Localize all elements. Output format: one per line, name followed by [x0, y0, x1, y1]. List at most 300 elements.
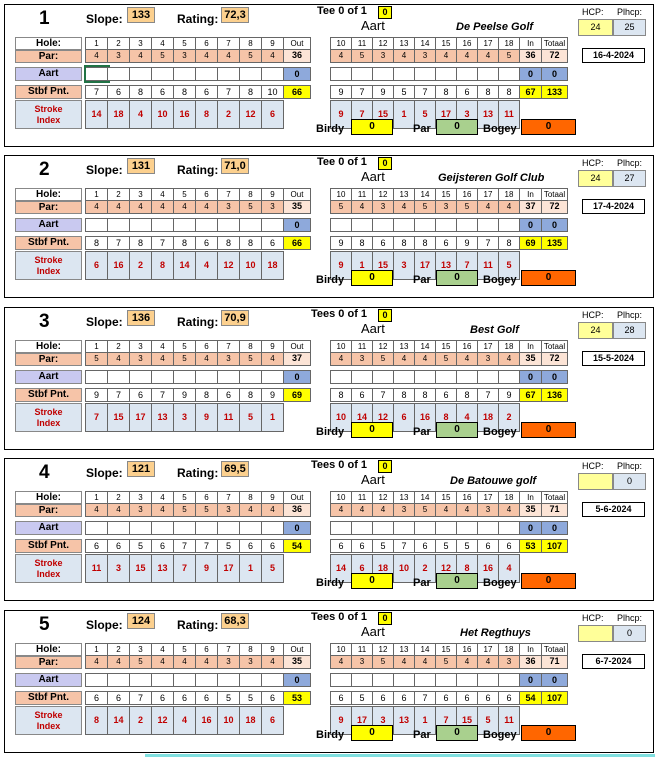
card-number: 3 — [39, 311, 50, 332]
front-score-input-cell[interactable] — [152, 218, 174, 232]
bogey-label: Bogey — [483, 274, 517, 286]
back-score-input-cell[interactable] — [331, 370, 352, 384]
front-hole-numbers-cell: 3 — [130, 188, 152, 201]
par-count-label: Par — [413, 729, 431, 741]
front-hole-numbers-cell: 5 — [174, 37, 196, 50]
front-stableford-cell: 8 — [174, 85, 196, 99]
front-score-input-cell[interactable] — [240, 521, 262, 535]
back-stableford-cell: 8 — [499, 85, 520, 99]
back-stroke-index-cell: 7 — [436, 706, 457, 735]
back-stableford-cell: 9 — [331, 85, 352, 99]
back-stroke-index-cell: 7 — [352, 100, 373, 129]
round-date[interactable]: 16-4-2024 — [582, 48, 645, 63]
back-score-input-cell[interactable] — [478, 67, 499, 81]
front-score-input-cell[interactable] — [108, 218, 130, 232]
front-par-cell: 3 — [130, 504, 152, 517]
back-stableford-cell: 6 — [415, 539, 436, 553]
front-score-input-cell[interactable] — [108, 67, 130, 81]
front-score-input-cell[interactable] — [86, 370, 108, 384]
back-hole-numbers-cell: In — [520, 340, 542, 353]
back-par-cell: 35 — [520, 504, 542, 517]
front-score-input-cell[interactable] — [108, 673, 130, 687]
hcp-label: HCP: — [582, 7, 604, 17]
front-hole-numbers — [85, 37, 311, 50]
front-par-cell: 4 — [108, 504, 130, 517]
front-stroke-index-cell: 12 — [240, 100, 262, 129]
stroke-label-line2: Index — [36, 569, 61, 579]
front-stroke-index-cell: 16 — [174, 100, 196, 129]
front-score-input-cell[interactable] — [130, 673, 152, 687]
front-stableford-cell: 10 — [262, 85, 284, 99]
back-score-input-cell[interactable]: 0 — [520, 370, 542, 384]
back-score-input-cell[interactable] — [394, 218, 415, 232]
stableford-row-label: Stbf Pnt. — [15, 539, 82, 553]
back-hole-numbers-cell: Totaal — [542, 188, 568, 201]
back-par-cell: 5 — [457, 201, 478, 214]
back-stroke-index-cell: 6 — [352, 554, 373, 583]
back-stableford-cell: 53 — [520, 539, 542, 553]
back-stableford-cell: 136 — [542, 388, 568, 402]
back-par-cell: 4 — [478, 656, 499, 669]
slope-value[interactable]: 136 — [127, 310, 155, 326]
back-score-input-cell[interactable] — [436, 67, 457, 81]
back-score-input-cell[interactable] — [436, 218, 457, 232]
back-stableford-cell: 6 — [457, 85, 478, 99]
back-score-input-cell[interactable] — [373, 218, 394, 232]
plhcp-label: Plhcp: — [617, 7, 643, 17]
back-score-input-cell[interactable] — [415, 218, 436, 232]
birdy-label: Birdy — [316, 274, 345, 286]
front-score-input-cell[interactable] — [86, 521, 108, 535]
front-hole-numbers-cell: 5 — [174, 188, 196, 201]
back-score-input-cell[interactable] — [331, 67, 352, 81]
front-score-input-cell[interactable] — [196, 673, 218, 687]
back-par-cell: 3 — [352, 656, 373, 669]
front-score-input-cell[interactable] — [218, 67, 240, 81]
hcp-value[interactable] — [578, 473, 613, 490]
hcp-label: HCP: — [582, 461, 604, 471]
back-score-input-cell[interactable] — [394, 370, 415, 384]
front-stableford-cell: 66 — [284, 236, 311, 250]
front-par-cell: 4 — [108, 656, 130, 669]
back-stableford-cell: 9 — [373, 85, 394, 99]
back-par — [330, 353, 568, 366]
back-score-input-cell[interactable] — [352, 370, 373, 384]
front-par — [85, 201, 311, 214]
back-stroke-index-cell: 12 — [373, 403, 394, 432]
front-par-cell: 4 — [130, 50, 152, 63]
front-score-input-cell[interactable] — [174, 370, 196, 384]
front-score-input-cell[interactable] — [218, 673, 240, 687]
back-par-cell: 5 — [499, 50, 520, 63]
front-stableford-cell: 6 — [262, 236, 284, 250]
front-hole-numbers-cell: 1 — [86, 491, 108, 504]
front-score-input-cell[interactable]: 0 — [284, 370, 311, 384]
back-stableford — [330, 691, 568, 705]
hole-row-label: Hole: — [15, 340, 82, 353]
front-par-cell: 35 — [284, 656, 311, 669]
back-score-input-cell[interactable] — [331, 521, 352, 535]
back-par-cell: 3 — [394, 504, 415, 517]
hcp-label: HCP: — [582, 158, 604, 168]
back-stableford-cell: 107 — [542, 539, 568, 553]
back-par-cell: 37 — [520, 201, 542, 214]
back-par-cell: 36 — [520, 656, 542, 669]
back-score-input-cell[interactable]: 0 — [520, 218, 542, 232]
front-hole-numbers-cell: 3 — [130, 643, 152, 656]
front-score-input-cell[interactable] — [262, 67, 284, 81]
front-stroke-index-cell: 8 — [152, 251, 174, 280]
hcp-value[interactable]: 24 — [578, 322, 613, 339]
back-par-cell: 3 — [478, 504, 499, 517]
front-score-input-cell[interactable] — [240, 673, 262, 687]
front-stroke-index-cell: 10 — [152, 100, 174, 129]
back-stableford-cell: 67 — [520, 85, 542, 99]
slope-label: Slope: — [86, 163, 123, 177]
front-stroke-index — [85, 100, 311, 129]
front-hole-numbers-cell: 3 — [130, 340, 152, 353]
front-score-input-cell[interactable] — [218, 218, 240, 232]
front-score-input-cell[interactable] — [196, 521, 218, 535]
bogey-label: Bogey — [483, 729, 517, 741]
front-par-cell: 5 — [174, 504, 196, 517]
slope-value[interactable]: 133 — [127, 7, 155, 23]
back-score-input-cell[interactable] — [373, 67, 394, 81]
back-par-cell: 3 — [352, 353, 373, 366]
front-score-input-cell[interactable] — [262, 370, 284, 384]
back-par-cell: 4 — [331, 656, 352, 669]
back-par-cell: 5 — [415, 201, 436, 214]
front-score-input-cell[interactable] — [130, 521, 152, 535]
front-score-input-cell[interactable]: 0 — [284, 673, 311, 687]
bogey-count: 0 — [521, 725, 576, 741]
scorecard — [4, 155, 654, 298]
back-stableford-cell: 6 — [352, 539, 373, 553]
player-name: Aart — [361, 169, 385, 184]
front-score-input-cell[interactable] — [86, 67, 108, 81]
front-score-input-cell[interactable]: 0 — [284, 218, 311, 232]
par-row-label: Par: — [15, 504, 82, 517]
back-score-input-cell[interactable] — [415, 370, 436, 384]
rating-value[interactable]: 72,3 — [221, 7, 249, 23]
front-score-input-cell[interactable] — [174, 218, 196, 232]
course-name: Geijsteren Golf Club — [438, 172, 545, 184]
back-score-input-cell[interactable] — [457, 673, 478, 687]
back-stroke-index-cell: 11 — [499, 706, 520, 735]
rating-value[interactable]: 68,3 — [221, 613, 249, 629]
front-stableford-cell: 6 — [86, 691, 108, 705]
rating-value[interactable]: 71,0 — [221, 158, 249, 174]
front-par-cell: 4 — [152, 201, 174, 214]
back-score-input-cell[interactable] — [499, 521, 520, 535]
back-stableford-cell: 6 — [352, 388, 373, 402]
back-stroke-index-cell: 3 — [457, 100, 478, 129]
tee-value[interactable]: 0 — [378, 6, 392, 19]
front-hole-numbers-cell: 9 — [262, 188, 284, 201]
tee-label: Tees 0 of 1 — [311, 308, 368, 320]
front-score-input-cell[interactable] — [196, 67, 218, 81]
back-stableford — [330, 85, 568, 99]
back-score-input-cell[interactable]: 0 — [520, 67, 542, 81]
front-par-cell: 5 — [174, 353, 196, 366]
tee-label: Tees 0 of 1 — [311, 611, 368, 623]
front-par-cell: 3 — [218, 353, 240, 366]
back-par-cell: 5 — [331, 201, 352, 214]
back-stroke-index-cell: 13 — [436, 251, 457, 280]
back-stableford-cell: 135 — [542, 236, 568, 250]
back-score-input-cell[interactable] — [415, 521, 436, 535]
front-score-input-cell[interactable] — [152, 521, 174, 535]
plhcp-value: 25 — [613, 19, 646, 36]
back-hole-numbers-cell: 17 — [478, 643, 499, 656]
back-score-input-cell[interactable]: 0 — [542, 673, 568, 687]
front-hole-numbers-cell: 4 — [152, 188, 174, 201]
front-score-input-cell[interactable] — [196, 218, 218, 232]
front-score-input-cell[interactable] — [174, 673, 196, 687]
front-stroke-index-cell: 5 — [262, 554, 284, 583]
back-par-cell: 4 — [478, 201, 499, 214]
back-stableford-cell: 6 — [478, 539, 499, 553]
front-stableford-cell: 8 — [240, 236, 262, 250]
front-score-input-cell[interactable] — [240, 370, 262, 384]
front-score-input-cell[interactable] — [218, 370, 240, 384]
back-hole-numbers-cell: 13 — [394, 643, 415, 656]
back-par-cell: 5 — [352, 50, 373, 63]
back-score-input-cell[interactable] — [415, 673, 436, 687]
front-score-input-cell[interactable] — [86, 673, 108, 687]
back-stableford-cell: 9 — [457, 236, 478, 250]
back-stroke-index-cell: 9 — [331, 706, 352, 735]
back-stroke-index-cell: 18 — [373, 554, 394, 583]
slope-value[interactable]: 121 — [127, 461, 155, 477]
back-score-input-cell[interactable] — [352, 67, 373, 81]
back-hole-numbers-cell: 12 — [373, 188, 394, 201]
back-stableford-cell: 6 — [373, 236, 394, 250]
bogey-label: Bogey — [483, 426, 517, 438]
back-hole-numbers-cell: 12 — [373, 491, 394, 504]
back-score-input-cell[interactable] — [331, 673, 352, 687]
back-stroke-index-cell: 5 — [499, 251, 520, 280]
hcp-value[interactable]: 24 — [578, 170, 613, 187]
tee-value[interactable]: 0 — [378, 612, 392, 625]
back-stableford-cell: 6 — [331, 691, 352, 705]
back-score-input-cell[interactable] — [499, 370, 520, 384]
back-score-input-cell[interactable]: 0 — [542, 67, 568, 81]
front-score-input — [85, 673, 311, 687]
round-date[interactable]: 6-7-2024 — [582, 654, 645, 669]
front-stroke-index-cell: 17 — [130, 403, 152, 432]
back-score-input-cell[interactable] — [394, 67, 415, 81]
front-score-input-cell[interactable] — [108, 370, 130, 384]
stableford-row-label: Stbf Pnt. — [15, 691, 82, 705]
front-score-input-cell[interactable]: 0 — [284, 521, 311, 535]
back-stableford-cell: 7 — [478, 236, 499, 250]
back-stroke-index-cell: 6 — [394, 403, 415, 432]
round-date[interactable]: 17-4-2024 — [582, 199, 645, 214]
front-hole-numbers-cell: 1 — [86, 188, 108, 201]
back-score-input-cell[interactable] — [478, 521, 499, 535]
front-par-cell: 4 — [86, 656, 108, 669]
back-score-input-cell[interactable]: 0 — [520, 673, 542, 687]
front-stableford — [85, 236, 311, 250]
front-score-input-cell[interactable] — [262, 673, 284, 687]
front-hole-numbers — [85, 491, 311, 504]
front-par-cell: 3 — [108, 50, 130, 63]
back-stroke-index-cell: 9 — [331, 100, 352, 129]
round-date[interactable]: 5-6-2024 — [582, 502, 645, 517]
hcp-value[interactable]: 24 — [578, 19, 613, 36]
tee-value[interactable]: 0 — [378, 460, 392, 473]
front-score-input-cell[interactable] — [240, 67, 262, 81]
back-score-input-cell[interactable]: 0 — [520, 521, 542, 535]
back-score-input-cell[interactable] — [478, 673, 499, 687]
front-stroke-index-cell: 8 — [196, 100, 218, 129]
front-stableford-cell: 7 — [108, 236, 130, 250]
slope-label: Slope: — [86, 618, 123, 632]
back-stroke-index-cell: 5 — [415, 100, 436, 129]
front-stroke-index-cell: 9 — [196, 403, 218, 432]
front-stableford-cell: 8 — [86, 236, 108, 250]
hcp-value[interactable] — [578, 625, 613, 642]
front-stableford-cell: 7 — [196, 539, 218, 553]
back-hole-numbers-cell: 14 — [415, 643, 436, 656]
front-stableford-cell: 6 — [196, 691, 218, 705]
back-score-input-cell[interactable]: 0 — [542, 521, 568, 535]
back-score-input-cell[interactable] — [457, 370, 478, 384]
back-stroke-index-cell: 8 — [457, 554, 478, 583]
front-stableford — [85, 539, 311, 553]
back-score-input-cell[interactable] — [415, 67, 436, 81]
front-stableford-cell: 5 — [240, 691, 262, 705]
front-score-input-cell[interactable] — [130, 370, 152, 384]
front-stableford-cell: 8 — [218, 236, 240, 250]
front-stableford-cell: 8 — [240, 388, 262, 402]
front-score-input-cell[interactable]: 0 — [284, 67, 311, 81]
front-hole-numbers-cell: 4 — [152, 37, 174, 50]
front-hole-numbers-cell: Out — [284, 491, 311, 504]
back-score-input-cell[interactable] — [478, 218, 499, 232]
player-row-label: Aart — [15, 67, 82, 81]
back-score-input-cell[interactable]: 0 — [542, 370, 568, 384]
front-par-cell: 4 — [196, 50, 218, 63]
back-stroke-index-cell: 1 — [415, 706, 436, 735]
tee-value[interactable]: 0 — [378, 309, 392, 322]
front-score-input-cell[interactable] — [174, 521, 196, 535]
back-score-input-cell[interactable] — [457, 67, 478, 81]
front-score-input-cell[interactable] — [262, 218, 284, 232]
rating-value[interactable]: 70,9 — [221, 310, 249, 326]
front-score-input-cell[interactable] — [240, 218, 262, 232]
back-hole-numbers-cell: 18 — [499, 491, 520, 504]
back-hole-numbers-cell: Totaal — [542, 340, 568, 353]
back-score-input-cell[interactable] — [499, 218, 520, 232]
stroke-index-label — [15, 706, 82, 735]
hole-row-label: Hole: — [15, 37, 82, 50]
front-score-input-cell[interactable] — [108, 521, 130, 535]
front-score-input-cell[interactable] — [86, 218, 108, 232]
back-score-input-cell[interactable] — [499, 673, 520, 687]
round-date[interactable]: 15-5-2024 — [582, 351, 645, 366]
slope-value[interactable]: 124 — [127, 613, 155, 629]
back-hole-numbers-cell: 18 — [499, 643, 520, 656]
slope-label: Slope: — [86, 315, 123, 329]
front-par-cell: 5 — [240, 50, 262, 63]
back-score-input-cell[interactable] — [436, 521, 457, 535]
front-stroke-index-cell: 8 — [86, 706, 108, 735]
slope-value[interactable]: 131 — [127, 158, 155, 174]
tee-value[interactable]: 0 — [378, 157, 392, 170]
back-score-input-cell[interactable] — [457, 521, 478, 535]
back-score-input-cell[interactable] — [352, 673, 373, 687]
back-hole-numbers-cell: 14 — [415, 340, 436, 353]
front-par-cell: 5 — [240, 201, 262, 214]
front-hole-numbers-cell: 6 — [196, 491, 218, 504]
player-row-label: Aart — [15, 673, 82, 687]
par-count-label: Par — [413, 577, 431, 589]
front-par-cell: 4 — [130, 201, 152, 214]
stroke-index-label — [15, 251, 82, 280]
back-score-input-cell[interactable] — [373, 673, 394, 687]
back-score-input-cell[interactable]: 0 — [542, 218, 568, 232]
front-score-input-cell[interactable] — [262, 521, 284, 535]
player-name: Aart — [361, 321, 385, 336]
front-score-input-cell[interactable] — [152, 370, 174, 384]
front-score-input-cell[interactable] — [174, 67, 196, 81]
front-stroke-index — [85, 706, 311, 735]
back-stroke-index-cell: 17 — [352, 706, 373, 735]
back-par — [330, 504, 568, 517]
back-score-input-cell[interactable] — [331, 218, 352, 232]
back-score-input-cell[interactable] — [373, 521, 394, 535]
front-score-input-cell[interactable] — [152, 67, 174, 81]
front-stroke-index-cell: 12 — [218, 251, 240, 280]
rating-value[interactable]: 69,5 — [221, 461, 249, 477]
back-par-cell: 5 — [415, 504, 436, 517]
front-stableford-cell: 6 — [108, 539, 130, 553]
back-score-input-cell[interactable] — [499, 67, 520, 81]
front-score-input-cell[interactable] — [130, 67, 152, 81]
front-stroke-index-cell: 13 — [152, 554, 174, 583]
back-score-input-cell[interactable] — [436, 673, 457, 687]
back-par-cell: 3 — [415, 50, 436, 63]
back-stableford-cell: 7 — [394, 539, 415, 553]
back-hole-numbers-cell: 18 — [499, 37, 520, 50]
front-score-input-cell[interactable] — [130, 218, 152, 232]
front-stableford-cell: 8 — [174, 236, 196, 250]
back-score-input-cell[interactable] — [436, 370, 457, 384]
front-score-input-cell[interactable] — [152, 673, 174, 687]
back-score-input-cell[interactable] — [478, 370, 499, 384]
back-score-input-cell[interactable] — [352, 521, 373, 535]
back-stableford-cell: 6 — [436, 236, 457, 250]
back-score-input-cell[interactable] — [373, 370, 394, 384]
front-score-input-cell[interactable] — [218, 521, 240, 535]
back-par-cell: 4 — [499, 353, 520, 366]
front-hole-numbers-cell: 2 — [108, 37, 130, 50]
front-hole-numbers — [85, 643, 311, 656]
back-score-input-cell[interactable] — [352, 218, 373, 232]
back-score-input-cell[interactable] — [394, 521, 415, 535]
back-score-input-cell[interactable] — [394, 673, 415, 687]
front-hole-numbers-cell: 3 — [130, 491, 152, 504]
back-score-input-cell[interactable] — [457, 218, 478, 232]
stroke-index-label — [15, 403, 82, 432]
front-stableford-cell: 53 — [284, 691, 311, 705]
front-stroke-index-cell: 2 — [218, 100, 240, 129]
front-score-input-cell[interactable] — [196, 370, 218, 384]
front-stroke-index-cell: 2 — [130, 706, 152, 735]
stroke-label-line2: Index — [36, 721, 61, 731]
